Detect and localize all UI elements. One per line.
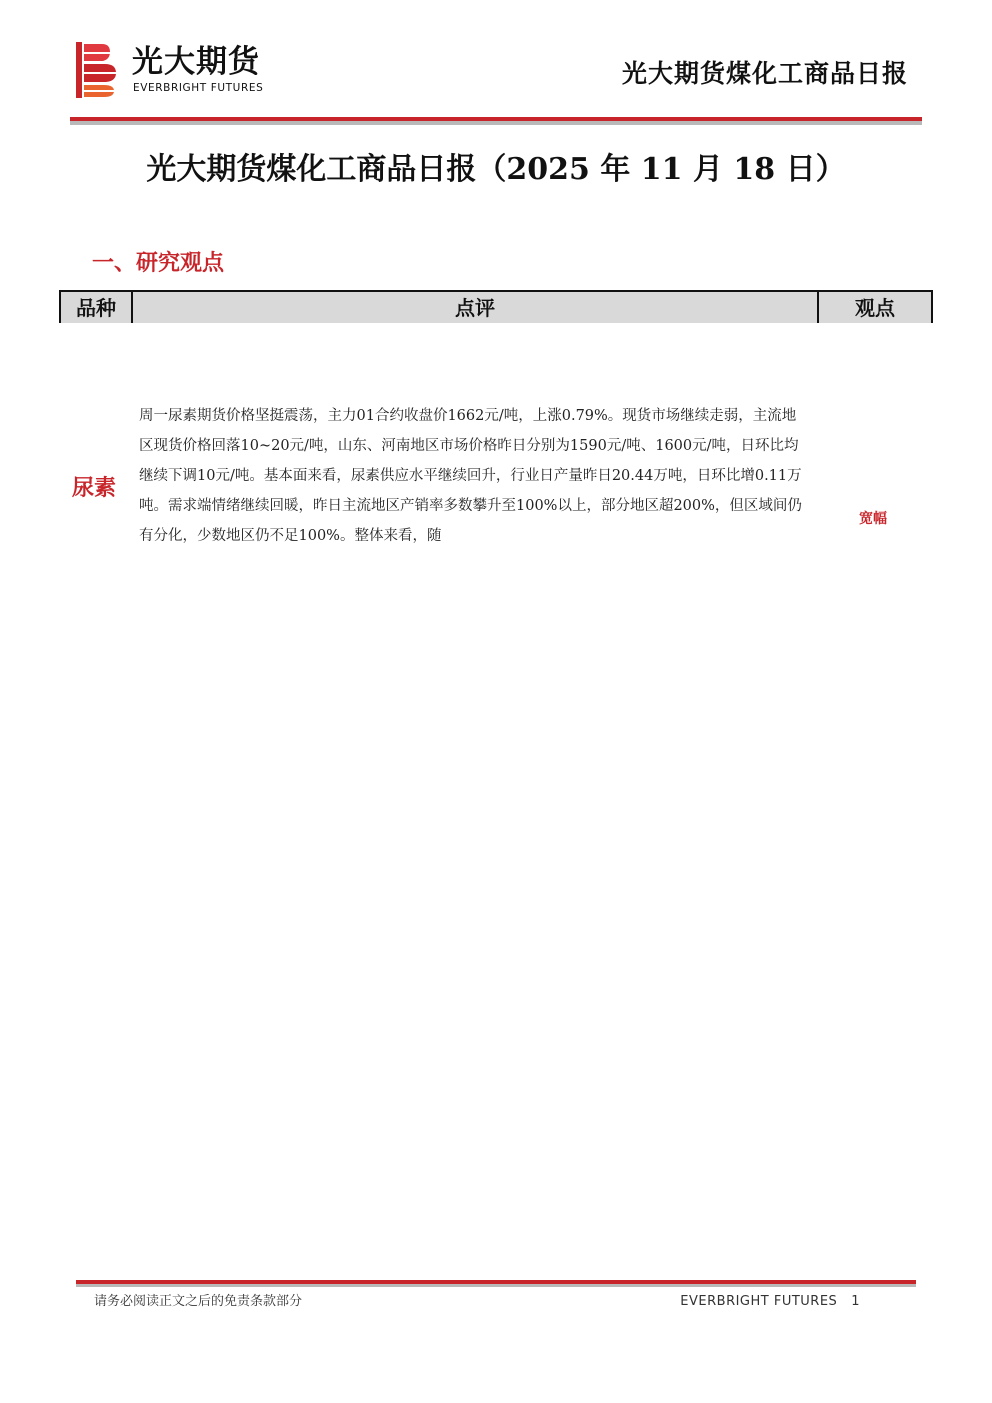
footer-brand-page	[680, 1293, 860, 1311]
variety-cell: 尿素	[71, 475, 116, 501]
footer-disclaimer: 请务必阅读正文之后的免责条款部分	[94, 1294, 303, 1309]
document-title: 光大期货煤化工商品日报（2025 年 11 月 18 日）	[146, 152, 846, 187]
header-report-name: 光大期货煤化工商品日报	[621, 59, 908, 88]
section-heading: 一、研究观点	[92, 250, 225, 276]
column-header-comment: 点评	[133, 292, 819, 323]
column-header-variety: 品种	[61, 292, 133, 323]
view-cell: 宽幅	[859, 511, 887, 527]
research-table	[59, 290, 933, 563]
footer-divider	[76, 1280, 916, 1287]
everbright-logo-icon	[76, 42, 118, 98]
column-header-view: 观点	[855, 295, 895, 320]
footer-brand: EVERBRIGHT FUTURES	[680, 1294, 838, 1309]
page-number: 1	[851, 1294, 860, 1309]
logo-name-en: EVERBRIGHT FUTURES	[133, 82, 264, 94]
comment-cell: 周一尿素期货价格坚挺震荡，主力01合约收盘价1662元/吨，上涨0.79%。现货市场继续走弱，主流地区现货价格回落10~20元/吨，山东、河南地区市场价格昨日分别为1590元/吨、1600元/吨，日环比均继续下调10元/吨。基本面来看，尿素供应水平继续回升，行业日产量昨日20.44万吨，日环比增0.11万吨。需求端情绪继续回暖，昨日主流地区产销率多数攀升至100%以上，部分地区超200%，但区域间仍有分化，少数地区仍不足100%。整体来看，随	[139, 408, 802, 544]
logo-name-cn: 光大期货	[132, 44, 260, 80]
company-logo	[76, 42, 316, 100]
table-header-row	[59, 290, 933, 323]
table-row	[59, 323, 933, 563]
header-divider	[70, 117, 922, 125]
